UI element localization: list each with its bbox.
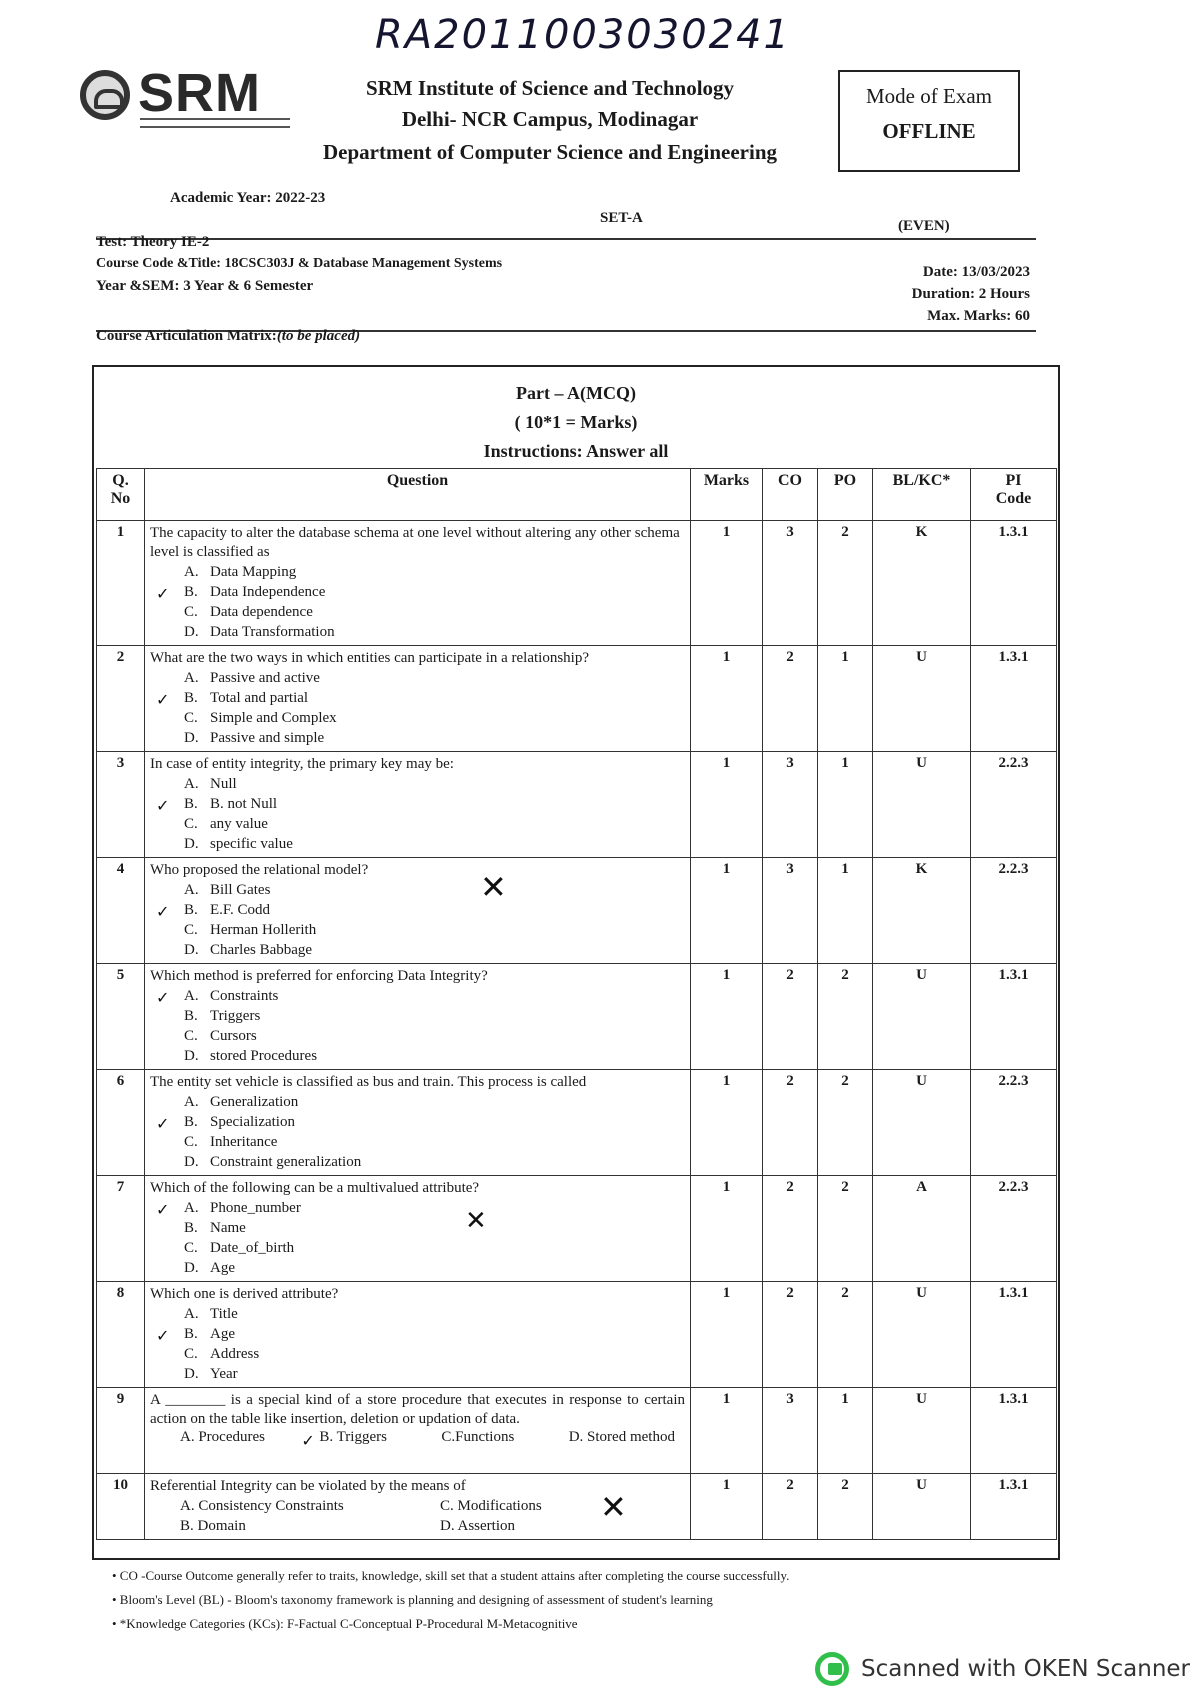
option-letter: C. bbox=[184, 1134, 198, 1150]
option-text: Constraints bbox=[210, 988, 279, 1004]
bl-cell: U bbox=[873, 1388, 971, 1474]
option-text: B. not Null bbox=[210, 796, 278, 812]
question-text: Which method is preferred for enforcing Data Integrity? bbox=[150, 968, 488, 984]
question-cell bbox=[145, 646, 691, 752]
question-cell bbox=[145, 1388, 691, 1474]
option-text: Cursors bbox=[210, 1028, 257, 1044]
option bbox=[150, 562, 685, 582]
header-bl bbox=[873, 469, 971, 521]
part-marks: ( 10*1 = Marks) bbox=[514, 412, 638, 432]
option bbox=[150, 1092, 685, 1112]
bl-cell: U bbox=[873, 1282, 971, 1388]
option-text: Date_of_birth bbox=[210, 1240, 295, 1256]
option-text: stored Procedures bbox=[210, 1048, 318, 1064]
option-letter: B. bbox=[184, 690, 198, 706]
option bbox=[150, 622, 685, 642]
cross-mark-icon: ✕ bbox=[465, 1206, 487, 1236]
exam-duration: Duration: 2 Hours bbox=[911, 286, 1030, 302]
cross-mark-icon: ✕ bbox=[480, 868, 507, 906]
option-text: C.Functions bbox=[441, 1429, 515, 1445]
logo-emblem-icon bbox=[80, 70, 130, 120]
option-text: Specialization bbox=[210, 1114, 295, 1130]
campus-name: Delhi- NCR Campus, Modinagar bbox=[401, 107, 699, 131]
option bbox=[150, 814, 685, 834]
option-text: Charles Babbage bbox=[210, 942, 313, 958]
option-letter: D. bbox=[184, 942, 199, 958]
co-cell: 3 bbox=[763, 752, 818, 858]
option-letter: A. bbox=[184, 1306, 199, 1322]
option bbox=[150, 834, 685, 854]
header-qno bbox=[97, 469, 145, 521]
option-letter: D. bbox=[184, 624, 199, 640]
option bbox=[150, 1218, 685, 1238]
logo-tagline-lines bbox=[140, 118, 290, 128]
course-title: Course Code &Title: 18CSC303J & Database Management Systems bbox=[96, 256, 503, 271]
option-text: Age bbox=[210, 1260, 235, 1276]
co-cell: 3 bbox=[763, 1388, 818, 1474]
question-text: What are the two ways in which entities can participate in a relationship? bbox=[150, 650, 590, 666]
option-letter: A. bbox=[184, 988, 199, 1004]
option-text: Data dependence bbox=[210, 604, 313, 620]
header-pi-text: PI Code bbox=[995, 472, 1032, 507]
bl-cell: U bbox=[873, 646, 971, 752]
po-cell: 2 bbox=[818, 1474, 873, 1540]
co-cell: 2 bbox=[763, 1070, 818, 1176]
tick-mark-icon: ✓ bbox=[301, 1431, 315, 1450]
footnote-kc: • *Knowledge Categories (KCs): F-Factual C-Conceptual P-Procedural M-Metacognitive bbox=[112, 1616, 578, 1631]
marks-cell: 1 bbox=[691, 858, 763, 964]
question-row bbox=[97, 521, 1057, 646]
option bbox=[150, 708, 685, 728]
bl-cell: K bbox=[873, 521, 971, 646]
header-co-text: CO bbox=[778, 472, 802, 489]
po-cell: 1 bbox=[818, 1388, 873, 1474]
mode-of-exam-value: OFFLINE bbox=[882, 119, 976, 143]
tick-mark-icon: ✓ bbox=[156, 1326, 170, 1345]
option-text: B. Domain bbox=[180, 1518, 246, 1534]
qno-cell: 2 bbox=[97, 646, 145, 752]
marks-cell: 1 bbox=[691, 752, 763, 858]
header-marks bbox=[691, 469, 763, 521]
tick-mark-icon: ✓ bbox=[156, 796, 170, 815]
question-text: Who proposed the relational model? bbox=[150, 862, 369, 878]
header-question bbox=[145, 469, 691, 521]
question-table bbox=[96, 468, 1057, 1540]
option bbox=[150, 880, 685, 900]
tick-mark-icon: ✓ bbox=[156, 584, 170, 603]
option bbox=[150, 1132, 685, 1152]
articulation-matrix bbox=[96, 328, 360, 345]
scanner-watermark bbox=[815, 1652, 1190, 1686]
academic-year: Academic Year: 2022-23 bbox=[170, 190, 326, 206]
co-cell: 2 bbox=[763, 1176, 818, 1282]
qno-cell: 5 bbox=[97, 964, 145, 1070]
question-row bbox=[97, 1070, 1057, 1176]
marks-cell: 1 bbox=[691, 521, 763, 646]
marks-cell: 1 bbox=[691, 1474, 763, 1540]
option-letter: D. bbox=[184, 730, 199, 746]
inline-options bbox=[150, 1429, 685, 1450]
header-bl-text: BL/KC* bbox=[892, 472, 951, 489]
pi-cell: 1.3.1 bbox=[971, 521, 1057, 646]
question-row bbox=[97, 1282, 1057, 1388]
pi-cell: 1.3.1 bbox=[971, 1282, 1057, 1388]
question-row bbox=[97, 1176, 1057, 1282]
tick-mark-icon: ✓ bbox=[156, 1114, 170, 1133]
exam-date: Date: 13/03/2023 bbox=[922, 264, 1030, 280]
option bbox=[150, 1238, 685, 1258]
pi-cell: 1.3.1 bbox=[971, 1388, 1057, 1474]
option bbox=[150, 1344, 685, 1364]
bl-cell: U bbox=[873, 964, 971, 1070]
option bbox=[150, 1258, 685, 1278]
logo-text: SRM bbox=[138, 63, 261, 123]
bl-cell: U bbox=[873, 1474, 971, 1540]
header-pi bbox=[971, 469, 1057, 521]
co-cell: 2 bbox=[763, 646, 818, 752]
pi-cell: 1.3.1 bbox=[971, 646, 1057, 752]
option bbox=[150, 688, 685, 708]
option-text: Data Independence bbox=[210, 584, 326, 600]
test-name: Test: Theory IE-2 bbox=[96, 234, 210, 250]
option-letter: A. bbox=[184, 670, 199, 686]
question-row bbox=[97, 1474, 1057, 1540]
department-name: Department of Computer Science and Engineering bbox=[323, 140, 777, 164]
option-text: Phone_number bbox=[210, 1200, 301, 1216]
pi-cell: 2.2.3 bbox=[971, 752, 1057, 858]
option-letter: B. bbox=[184, 1008, 198, 1024]
qno-cell: 6 bbox=[97, 1070, 145, 1176]
option-letter: D. bbox=[184, 1154, 199, 1170]
option bbox=[150, 986, 685, 1006]
option-text: Generalization bbox=[210, 1094, 299, 1110]
po-cell: 2 bbox=[818, 521, 873, 646]
question-cell bbox=[145, 752, 691, 858]
option-letter: C. bbox=[184, 710, 198, 726]
option-text: D. Assertion bbox=[440, 1518, 515, 1534]
option bbox=[150, 1006, 685, 1026]
part-title: Part – A(MCQ) bbox=[516, 383, 636, 403]
header-rule-top bbox=[96, 238, 1036, 240]
option-text: Year bbox=[210, 1366, 238, 1382]
pi-cell: 2.2.3 bbox=[971, 1176, 1057, 1282]
option bbox=[150, 900, 685, 920]
marks-cell: 1 bbox=[691, 1388, 763, 1474]
option-letter: D. bbox=[184, 1048, 199, 1064]
option-text: Passive and simple bbox=[210, 730, 325, 746]
option-letter: C. bbox=[184, 922, 198, 938]
option bbox=[150, 1304, 685, 1324]
question-cell bbox=[145, 858, 691, 964]
option-text: Address bbox=[210, 1346, 260, 1362]
articulation-note: (to be placed) bbox=[276, 328, 361, 344]
qno-cell: 1 bbox=[97, 521, 145, 646]
header-po-text: PO bbox=[833, 472, 857, 489]
option-letter: C. bbox=[184, 816, 198, 832]
option bbox=[150, 1152, 685, 1172]
option bbox=[150, 774, 685, 794]
option-text: Constraint generalization bbox=[210, 1154, 362, 1170]
option-text: Null bbox=[210, 776, 237, 792]
option-letter: C. bbox=[184, 1028, 198, 1044]
po-cell: 2 bbox=[818, 1282, 873, 1388]
option bbox=[150, 1198, 685, 1218]
question-row bbox=[97, 752, 1057, 858]
marks-cell: 1 bbox=[691, 1070, 763, 1176]
question-text: The entity set vehicle is classified as bus and train. This process is called bbox=[150, 1074, 587, 1090]
option bbox=[150, 1026, 685, 1046]
set-label: SET-A bbox=[600, 210, 643, 226]
cross-mark-icon: ✕ bbox=[600, 1488, 627, 1526]
option-letter: D. bbox=[184, 836, 199, 852]
bl-cell: U bbox=[873, 752, 971, 858]
bl-cell: U bbox=[873, 1070, 971, 1176]
option bbox=[150, 1112, 685, 1132]
question-cell bbox=[145, 1474, 691, 1540]
option bbox=[150, 794, 685, 814]
option-letter: D. bbox=[184, 1366, 199, 1382]
question-text: Referential Integrity can be violated by the means of bbox=[150, 1478, 466, 1494]
header-co bbox=[763, 469, 818, 521]
bl-cell: A bbox=[873, 1176, 971, 1282]
option-text: A. Procedures bbox=[180, 1429, 265, 1445]
option-letter: B. bbox=[184, 902, 198, 918]
po-cell: 2 bbox=[818, 1070, 873, 1176]
question-cell bbox=[145, 1070, 691, 1176]
option-text: Data Transformation bbox=[210, 624, 335, 640]
option-letter: B. bbox=[184, 1220, 198, 1236]
footnote-bl: • Bloom's Level (BL) - Bloom's taxonomy framework is planning and designing of assessment of student's learning bbox=[112, 1592, 713, 1607]
qno-cell: 8 bbox=[97, 1282, 145, 1388]
option-letter: C. bbox=[184, 604, 198, 620]
co-cell: 3 bbox=[763, 858, 818, 964]
option-text: any value bbox=[210, 816, 268, 832]
option bbox=[150, 920, 685, 940]
question-cell bbox=[145, 1176, 691, 1282]
question-row bbox=[97, 646, 1057, 752]
header-qno-text: Q. No bbox=[110, 472, 131, 507]
scanner-text: Scanned with OKEN Scanner bbox=[861, 1656, 1190, 1682]
option-letter: C. bbox=[184, 1240, 198, 1256]
marks-cell: 1 bbox=[691, 1176, 763, 1282]
option-letter: B. bbox=[184, 796, 198, 812]
option-text: Age bbox=[210, 1326, 235, 1342]
option-letter: A. bbox=[184, 882, 199, 898]
option-text: C. Modifications bbox=[440, 1498, 542, 1514]
pi-cell: 2.2.3 bbox=[971, 858, 1057, 964]
tick-mark-icon: ✓ bbox=[156, 1200, 170, 1219]
option-text: specific value bbox=[210, 836, 293, 852]
option-text: Title bbox=[210, 1306, 238, 1322]
option bbox=[150, 668, 685, 688]
option-text: Name bbox=[210, 1220, 246, 1236]
tick-mark-icon: ✓ bbox=[156, 690, 170, 709]
header-po bbox=[818, 469, 873, 521]
tick-mark-icon: ✓ bbox=[156, 902, 170, 921]
option bbox=[301, 1429, 387, 1450]
qno-cell: 4 bbox=[97, 858, 145, 964]
option bbox=[150, 1046, 685, 1066]
marks-cell: 1 bbox=[691, 964, 763, 1070]
option-letter: A. bbox=[184, 776, 199, 792]
question-cell bbox=[145, 964, 691, 1070]
qno-cell: 3 bbox=[97, 752, 145, 858]
marks-cell: 1 bbox=[691, 646, 763, 752]
option-text: Simple and Complex bbox=[210, 710, 337, 726]
institute-name: SRM Institute of Science and Technology bbox=[365, 76, 735, 100]
option-letter: A. bbox=[184, 1094, 199, 1110]
year-sem: Year &SEM: 3 Year & 6 Semester bbox=[96, 278, 314, 294]
question-text: The capacity to alter the database schema at one level without altering any other schema level is classified as bbox=[150, 525, 680, 560]
po-cell: 1 bbox=[818, 858, 873, 964]
option-text: Passive and active bbox=[210, 670, 320, 686]
qno-cell: 7 bbox=[97, 1176, 145, 1282]
po-cell: 2 bbox=[818, 1176, 873, 1282]
option bbox=[150, 602, 685, 622]
option-text: Herman Hollerith bbox=[210, 922, 317, 938]
option-letter: B. bbox=[184, 1326, 198, 1342]
option-text: B. Triggers bbox=[319, 1429, 387, 1445]
option-letter: C. bbox=[184, 1346, 198, 1362]
qno-cell: 10 bbox=[97, 1474, 145, 1540]
option bbox=[150, 1324, 685, 1344]
question-text: Which of the following can be a multivalued attribute? bbox=[150, 1180, 480, 1196]
option-letter: B. bbox=[184, 1114, 198, 1130]
option-text: Triggers bbox=[210, 1008, 261, 1024]
option-text: A. Consistency Constraints bbox=[180, 1498, 344, 1514]
mode-of-exam-label: Mode of Exam bbox=[866, 84, 992, 108]
option-text: Total and partial bbox=[210, 690, 309, 706]
pi-cell: 1.3.1 bbox=[971, 1474, 1057, 1540]
co-cell: 2 bbox=[763, 1282, 818, 1388]
roll-number: RA2011003030241 bbox=[375, 12, 791, 58]
option-text: Bill Gates bbox=[210, 882, 271, 898]
option bbox=[150, 940, 685, 960]
question-cell bbox=[145, 521, 691, 646]
term-label: (EVEN) bbox=[898, 218, 950, 234]
co-cell: 2 bbox=[763, 1474, 818, 1540]
po-cell: 1 bbox=[818, 646, 873, 752]
question-row bbox=[97, 858, 1057, 964]
option bbox=[150, 728, 685, 748]
articulation-label: Course Articulation Matrix: bbox=[96, 328, 277, 344]
option bbox=[150, 1364, 685, 1384]
pi-cell: 1.3.1 bbox=[971, 964, 1057, 1070]
tick-mark-icon: ✓ bbox=[156, 988, 170, 1007]
option-text: Inheritance bbox=[210, 1134, 278, 1150]
question-cell bbox=[145, 1282, 691, 1388]
question-text: A ________ is a special kind of a store procedure that executes in response to certain action on the table like insertion, deletion or updation of data. bbox=[150, 1392, 685, 1427]
header-question-text: Question bbox=[386, 472, 449, 489]
option-text: E.F. Codd bbox=[210, 902, 271, 918]
pi-cell: 2.2.3 bbox=[971, 1070, 1057, 1176]
option-letter: B. bbox=[184, 584, 198, 600]
question-row bbox=[97, 964, 1057, 1070]
max-marks: Max. Marks: 60 bbox=[927, 308, 1030, 324]
question-text: In case of entity integrity, the primary key may be: bbox=[150, 756, 454, 772]
srm-logo bbox=[80, 64, 290, 128]
option-text: Data Mapping bbox=[210, 564, 297, 580]
option-letter: D. bbox=[184, 1260, 199, 1276]
footnote-co: • CO -Course Outcome generally refer to traits, knowledge, skill set that a student attains after completing the course successfully. bbox=[112, 1568, 790, 1583]
option-letter: A. bbox=[184, 1200, 199, 1216]
co-cell: 2 bbox=[763, 964, 818, 1070]
option-text: D. Stored method bbox=[568, 1429, 675, 1445]
bl-cell: K bbox=[873, 858, 971, 964]
header-marks-text: Marks bbox=[703, 472, 750, 489]
qno-cell: 9 bbox=[97, 1388, 145, 1474]
option-letter: A. bbox=[184, 564, 199, 580]
co-cell: 3 bbox=[763, 521, 818, 646]
po-cell: 1 bbox=[818, 752, 873, 858]
po-cell: 2 bbox=[818, 964, 873, 1070]
oken-scanner-icon bbox=[815, 1652, 849, 1686]
question-text: Which one is derived attribute? bbox=[150, 1286, 339, 1302]
part-instructions: Instructions: Answer all bbox=[483, 441, 669, 461]
mode-of-exam-box bbox=[838, 70, 1020, 172]
marks-cell: 1 bbox=[691, 1282, 763, 1388]
option bbox=[150, 582, 685, 602]
question-row bbox=[97, 1388, 1057, 1474]
